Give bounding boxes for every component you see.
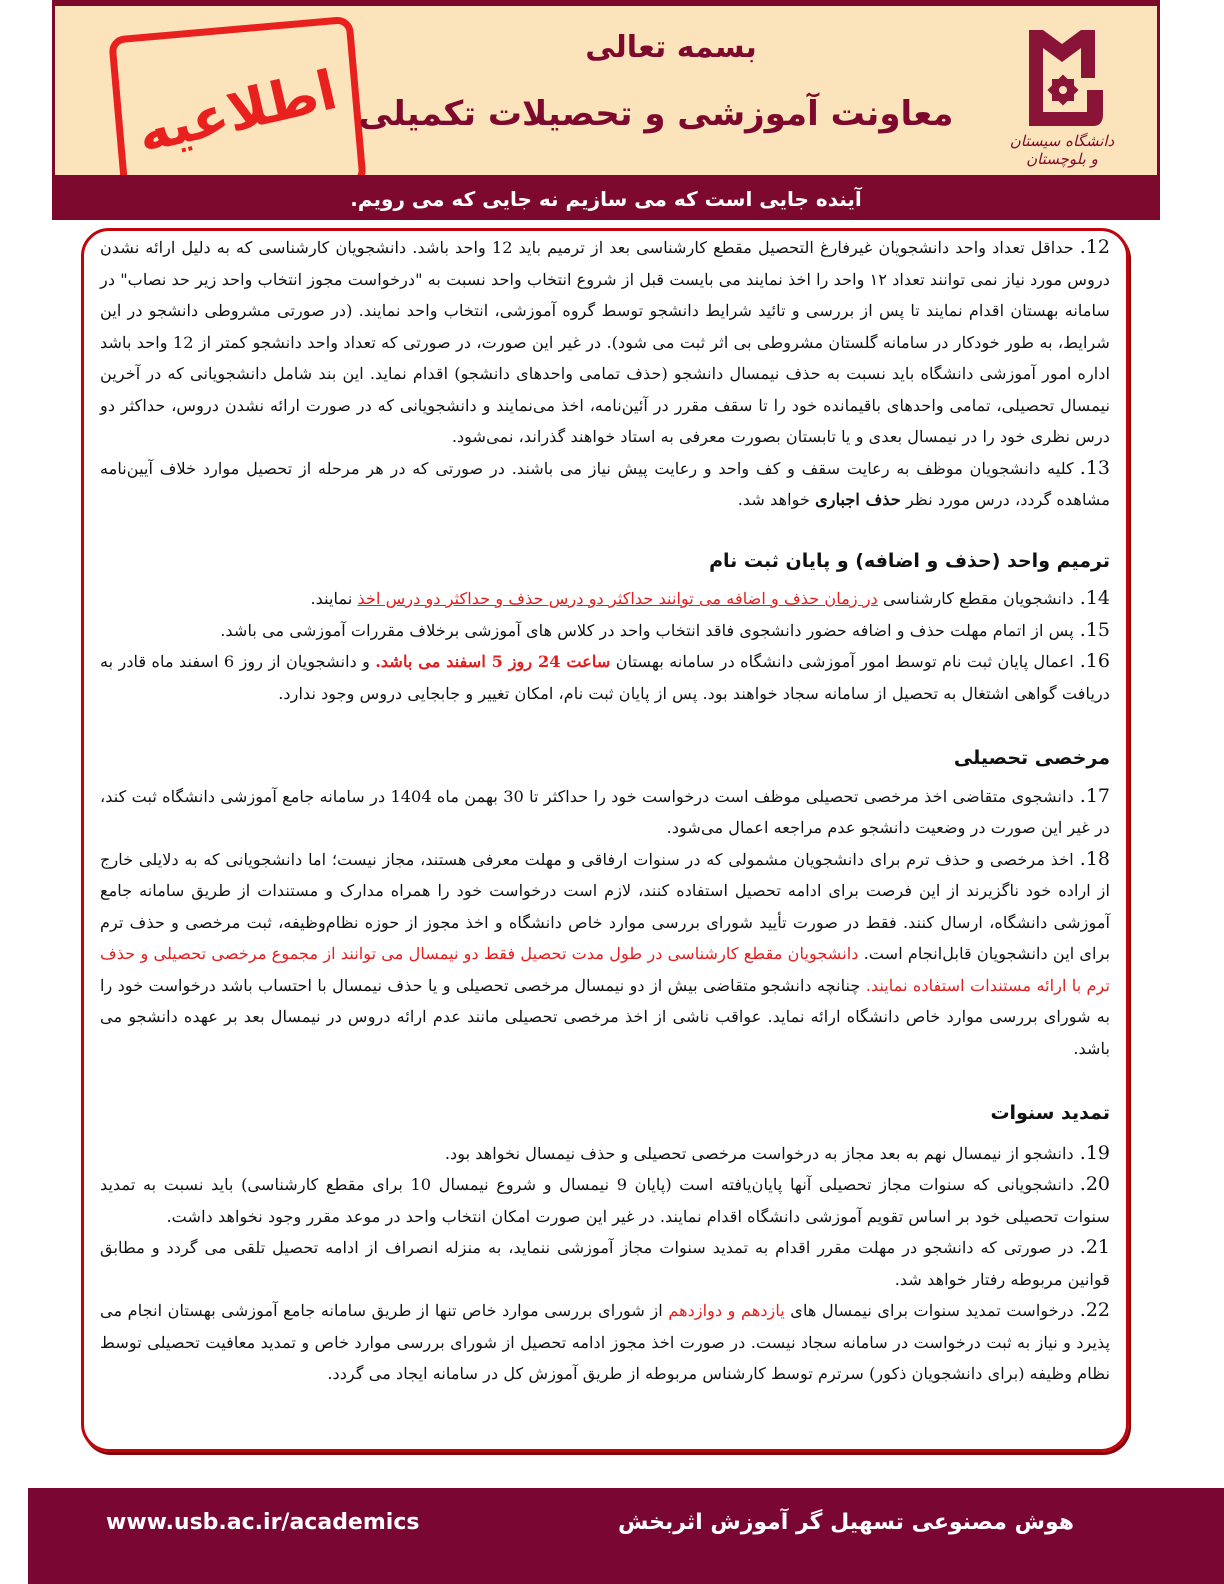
item-number: 19.: [1079, 1141, 1110, 1164]
item-text-highlight: ساعت 24 روز 5 اسفند می باشد.: [375, 652, 611, 671]
list-item-13: [100, 453, 1110, 516]
list-item-20: [100, 1169, 1110, 1232]
department-title: معاونت آموزشی و تحصیلات تکمیلی: [358, 94, 954, 134]
item-text-highlight: یازدهم و دوازدهم: [668, 1301, 785, 1320]
item-text: چنانچه دانشجو متقاضی بیش از دو نیمسال مرخصی تحصیلی و یا حذف نیمسال با احتساب باشد درخواست خود را به شورای بررسی موارد خاص دانشگاه ارائه نماید. عواقب ناشی از اخذ مرخصی تحصیلی مانند عدم ارائه دروس در نیمسال بعد بر عهده دانشجو می باشد.: [100, 975, 1110, 1058]
item-text: دانشجو از نیمسال نهم به بعد مجاز به درخواست مرخصی تحصیلی و حذف نیمسال نخواهد بود.: [444, 1143, 1074, 1163]
university-emblem-icon: [1007, 28, 1117, 133]
list-item-18: [100, 844, 1110, 1065]
item-number: 20.: [1079, 1173, 1111, 1195]
list-item-15: [100, 615, 1110, 647]
footer-slogan: هوش مصنوعی تسهیل گر آموزش اثربخش: [617, 1510, 1074, 1535]
university-logo: [1007, 28, 1117, 168]
item-number: 12.: [1079, 236, 1110, 258]
stamp-text: اطلاعیه: [131, 57, 344, 165]
item-text: دانشجویان مقطع کارشناسی: [877, 589, 1074, 608]
item-text-highlight: در زمان حذف و اضافه می توانند حداکثر دو درس حذف و حداکثر دو درس اخذ: [357, 589, 878, 608]
item-text: اخذ مرخصی و حذف ترم برای دانشجویان مشمولی که در سنوات ارفاقی و مهلت معرفی هستند، مجاز نیست؛ اما دانشجویانی که به دلایلی خارج از اراده خود ناگزیرند از این فرصت برای ادامه تحصیل استفاده کنند، لازم است درخواست خود را همراه مدارک و مستندات از طریق سامانه جامع آموزشی دانشگاه، ارسال کنند. فقط در صورت تأیید شورای بررسی موارد خاص دانشگاه و اخذ مجوز از حوزه نظام‌وظیفه، ثبت مرخصی و حذف ترم برای این دانشجویان قابل‌انجام است.: [100, 849, 1110, 963]
item-number: 22.: [1079, 1299, 1110, 1321]
item-number: 14.: [1079, 587, 1110, 609]
item-text: اعمال پایان ثبت نام توسط امور آموزشی دانشگاه در سامانه بهستان: [610, 652, 1074, 671]
section-title-extension: تمدید سنوات: [990, 1102, 1110, 1124]
header-banner: [52, 0, 1160, 220]
slogan-text: آینده جایی است که می سازیم نه جایی که می رویم.: [350, 187, 862, 211]
slogan-stripe: [55, 175, 1157, 217]
list-item-21: [100, 1232, 1110, 1295]
list-item-12: [100, 232, 1110, 453]
list-item-22: [100, 1295, 1110, 1390]
notice-content: [100, 232, 1110, 1390]
footer-bar: [28, 1488, 1224, 1584]
item-text-bold: حذف اجباری: [815, 490, 901, 509]
item-text: از شورای بررسی موارد خاص تنها از طریق سامانه جامع آموزشی بهستان انجام می پذیرد و نیاز به ثبت درخواست در سامانه سجاد نیست. در صورت اخذ مجوز ادامه تحصیل از شورای بررسی موارد خاص و تمدید معافیت تحصیلی توسط نظام وظیفه (برای دانشجویان ذکور) سرترم توسط کارشناس مربوطه از طریق آموزش کل در سامانه ایجاد می گردد.: [100, 1301, 1110, 1383]
item-number: 16.: [1079, 650, 1110, 672]
item-text: در صورتی که دانشجو در مهلت مقرر اقدام به تمدید سنوات مجاز آموزشی ننماید، به منزله انصراف از ادامه تحصیل تلقی می گردد و مطابق قوانین مربوطه رفتار خواهد شد.: [100, 1238, 1110, 1289]
item-text: دانشجویانی که سنوات مجاز تحصیلی آنها پایان‌یافته است (پایان 9 نیمسال و شروع نیمسال 10 برای مقطع کارشناسی) باید نسبت به تمدید سنوات تحصیلی خود بر اساس تقویم آموزشی دانشگاه اقدام نمایند. در غیر این صورت امکان انتخاب واحد در موعد مقرر وجود نخواهد داشت.: [100, 1175, 1110, 1226]
item-number: 13.: [1079, 456, 1110, 479]
list-item-19: [100, 1138, 1110, 1170]
item-text: درخواست تمدید سنوات برای نیمسال های: [784, 1301, 1074, 1320]
university-name: دانشگاه سیستان و بلوچستان: [1009, 132, 1115, 168]
item-text: نمایند.: [310, 589, 358, 608]
item-text-highlight: دانشجویان مقطع کارشناسی در طول مدت تحصیل فقط دو نیمسال می توانند از مجموع مرخصی تحصیلی و حذف ترم با ارائه مستندات استفاده نمایند.: [100, 944, 1110, 995]
item-text: و دانشجویان از روز 6 اسفند ماه قادر به دریافت گواهی اشتغال به تحصیل از سامانه سجاد خواهند بود. پس از پایان ثبت نام، امکان تغییر و جابجایی دروس وجود ندارد.: [100, 652, 1110, 703]
item-text: خواهد شد.: [737, 490, 816, 509]
list-item-16: [100, 646, 1110, 709]
item-text: پس از اتمام مهلت حذف و اضافه حضور دانشجوی فاقد انتخاب واحد در کلاس های آموزشی برخلاف مقررات آموزشی می باشد.: [220, 620, 1074, 640]
section-title-registration: ترمیم واحد (حذف و اضافه) و پایان ثبت نام: [709, 549, 1110, 572]
item-number: 21.: [1079, 1236, 1110, 1258]
website-link[interactable]: www.usb.ac.ir/academics: [106, 1510, 420, 1535]
list-item-17: [100, 781, 1110, 844]
bismillah-heading: بسمه تعالی: [585, 30, 757, 65]
item-number: 18.: [1079, 847, 1110, 870]
item-text: حداقل تعداد واحد دانشجویان غیرفارغ التحصیل مقطع کارشناسی بعد از ترمیم باید 12 واحد باشد. دانشجویان کارشناسی که به دلیل ارائه نشدن دروس مورد نیاز نمی توانند تعداد ۱۲ واحد را اخذ نمایند می بایست قبل از شروع انتخاب واحد نسبت به "درخواست مجوز انتخاب واحد زیر حد نصاب" در سامانه بهستان اقدام نمایند تا پس از بررسی و تائید شرایط دانشجو توسط گروه آموزشی، انتخاب واحد نمایند. (در صورتی مشروطی دانشجو در این شرایط، به طور خودکار در سامانه گلستان مشروطی بی اثر ثبت می شود). در غیر این صورت، در صورتی که تعداد واحد دانشجو کمتر از 12 واحد باشد اداره امور آموزشی دانشگاه باید نسبت به حذف نیمسال دانشجو (حذف تمامی واحدهای دانشجو) اقدام نماید. این بند شامل دانشجویانی که در آخرین نیمسال تحصیلی، تمامی واحدهای باقیمانده خود را تا سقف مقرر در آئین‌نامه، اخذ می‌نمایند و دانشجویانی که در صورت ارائه نشدن دروس، حداکثر دو درس نظری خود را در نیمسال بعدی و یا تابستان بصورت معرفی به استاد خواهند گذراند، نمی‌شود.: [100, 238, 1110, 446]
item-text: کلیه دانشجویان موظف به رعایت سقف و کف واحد و رعایت پیش نیاز می باشند. در صورتی که در هر مرحله از تحصیل موارد خلاف آیین‌نامه مشاهده گردد، درس مورد نظر: [100, 458, 1110, 509]
section-title-leave: مرخصی تحصیلی: [953, 747, 1110, 769]
item-number: 17.: [1079, 784, 1111, 807]
item-text: دانشجوی متقاضی اخذ مرخصی تحصیلی موظف است درخواست خود را حداکثر تا 30 بهمن ماه 1404 در سامانه جامع آموزشی دانشگاه ثبت کند، در غیر این صورت در وضعیت دانشجو عدم مراجعه اعمال می‌شود.: [100, 786, 1110, 837]
list-item-14: [100, 583, 1110, 615]
item-number: 15.: [1079, 618, 1110, 641]
